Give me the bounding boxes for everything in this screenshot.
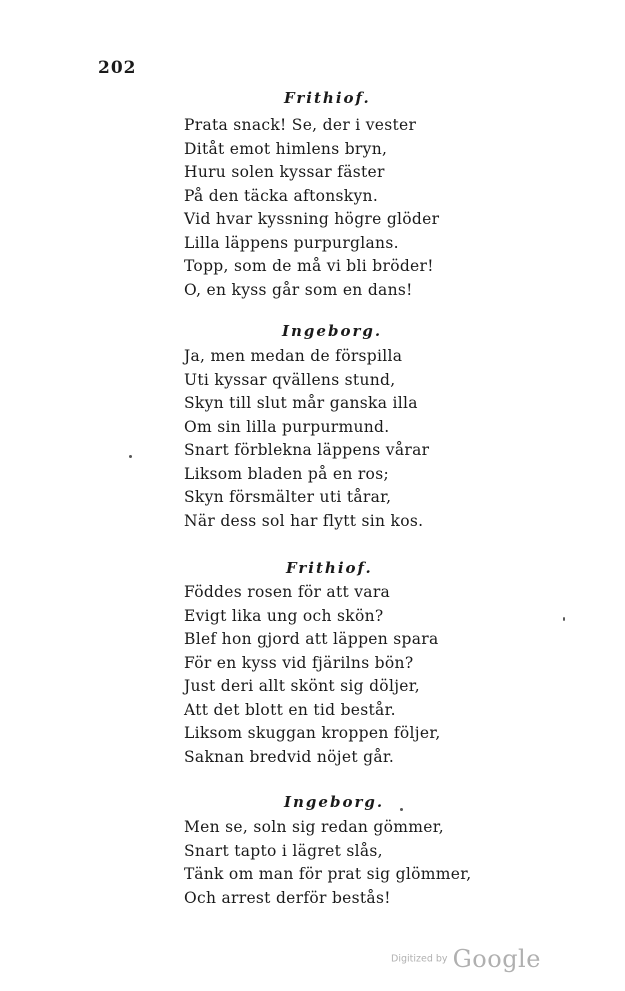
verse-line: Föddes rosen för att vara	[184, 583, 391, 601]
verse-line: Saknan bredvid nöjet går.	[184, 747, 395, 766]
verse-line: Lilla läppens purpurglans.	[184, 233, 399, 252]
stanza	[184, 114, 439, 302]
verse-line: Just deri allt skönt sig döljer,	[184, 677, 421, 695]
verse-line: Och arrest derför bestås!	[184, 888, 391, 907]
verse-line: Att det blott en tid består.	[184, 700, 396, 719]
speaker-heading: Frithiof.	[286, 559, 373, 577]
stanza	[184, 816, 471, 910]
verse-line: Liksom bladen på en ros;	[184, 464, 389, 483]
digitized-watermark	[391, 945, 541, 973]
verse-line: Topp, som de må vi bli bröder!	[184, 257, 434, 275]
verse-line: Blef hon gjord att läppen spara	[184, 630, 439, 648]
watermark-prefix: Digitized by	[391, 953, 448, 965]
stanza	[184, 581, 441, 769]
verse-line: Skyn till slut mår ganska illa	[184, 394, 418, 412]
verse-line: Snart tapto i lägret slås,	[184, 841, 383, 860]
verse-line: Ja, men medan de förspilla	[184, 347, 403, 365]
verse-line: Uti kyssar qvällens stund,	[184, 370, 396, 389]
verse-line: Snart förblekna läppens vårar	[184, 441, 430, 459]
paper-speck	[129, 455, 132, 458]
page-number: 202	[98, 58, 137, 78]
stanza	[184, 345, 429, 533]
verse-line: Liksom skuggan kroppen följer,	[184, 724, 441, 742]
verse-line: Vid hvar kyssning högre glöder	[184, 210, 440, 228]
speaker-heading: Frithiof.	[284, 89, 371, 107]
verse-line: Skyn försmälter uti tårar,	[184, 488, 392, 506]
speaker-heading: Ingeborg.	[282, 322, 383, 340]
verse-line: Om sin lilla purpurmund.	[184, 417, 390, 436]
verse-line: Huru solen kyssar fäster	[184, 163, 385, 181]
paper-speck	[563, 617, 565, 621]
verse-line: När dess sol har flytt sin kos.	[184, 511, 424, 530]
verse-line: Ditåt emot himlens bryn,	[184, 139, 388, 158]
verse-line: O, en kyss går som en dans!	[184, 280, 413, 299]
verse-line: Evigt lika ung och skön?	[184, 606, 384, 625]
watermark-brand: Google	[452, 945, 541, 973]
verse-line: För en kyss vid fjärilns bön?	[184, 653, 414, 672]
verse-line: Men se, soln sig redan gömmer,	[184, 818, 444, 836]
speaker-heading: Ingeborg.	[284, 793, 385, 811]
verse-line: Prata snack! Se, der i vester	[184, 116, 417, 134]
verse-line: På den täcka aftonskyn.	[184, 186, 379, 205]
verse-line: Tänk om man för prat sig glömmer,	[184, 865, 472, 883]
paper-speck	[400, 808, 403, 811]
